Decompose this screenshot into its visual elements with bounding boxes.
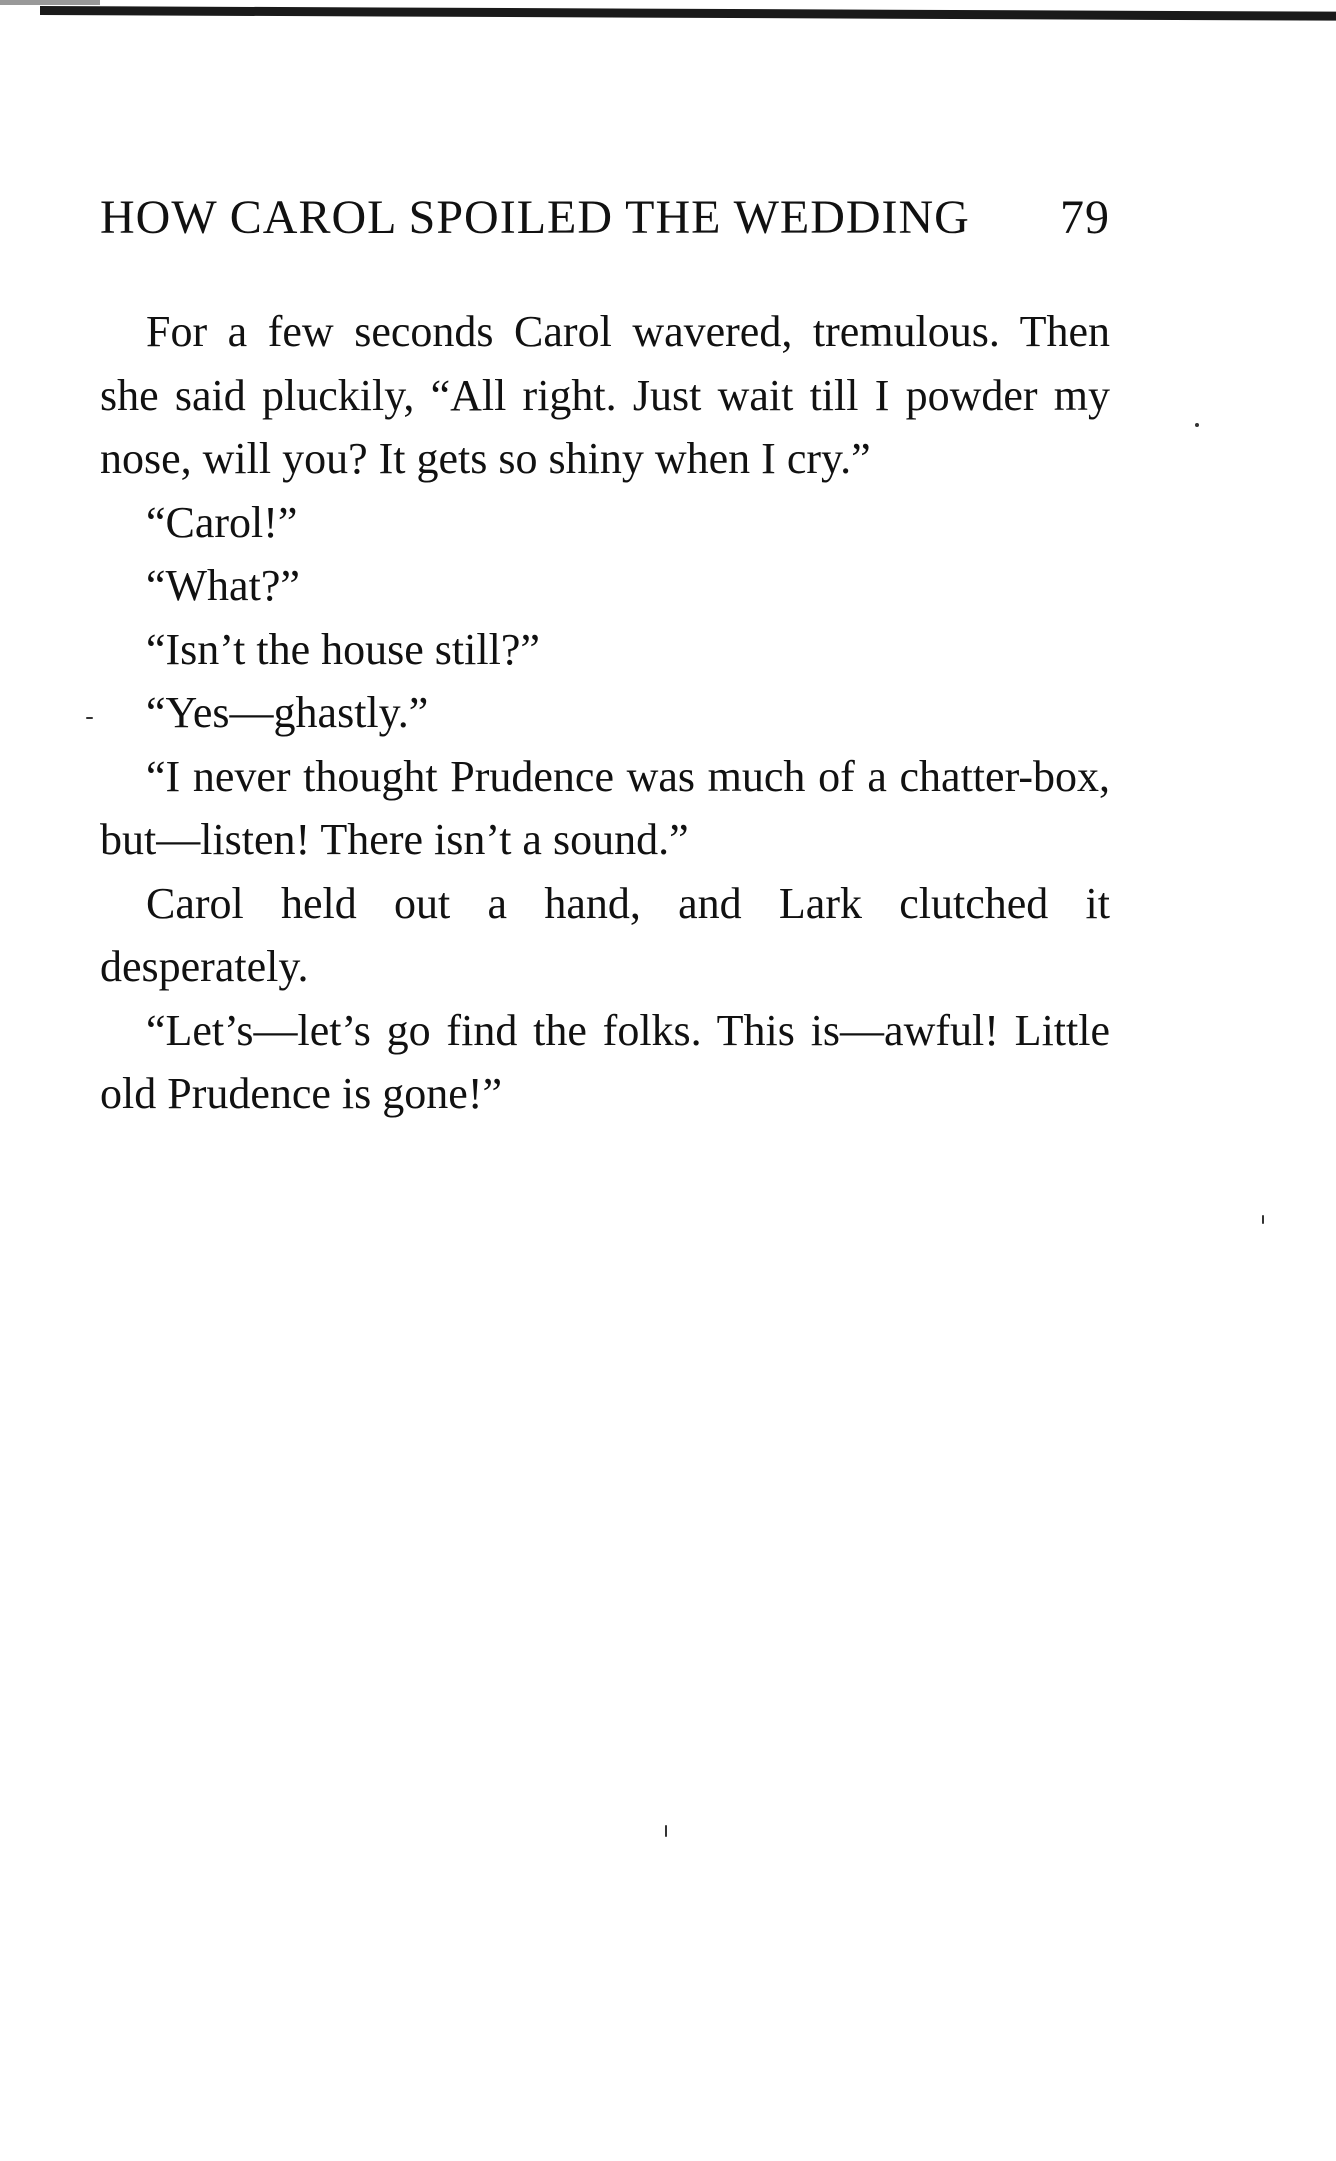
scan-speck	[1262, 1215, 1264, 1224]
scan-speck	[665, 1825, 667, 1837]
paragraph: “Isn’t the house still?”	[146, 624, 540, 674]
paragraph: For a few seconds Carol wavered, tremulous. Then she said pluckily, “All right. Just wait till I powder my nose, will you? It gets so shiny when I cry.”	[100, 307, 1110, 483]
paragraph: “Yes—ghastly.”	[146, 688, 429, 737]
paragraph: Carol held out a hand, and Lark clutched it desperately.	[100, 878, 1110, 991]
paragraph: “What?”	[146, 561, 300, 610]
scan-speck	[1195, 423, 1199, 427]
page-number: 79	[1060, 191, 1110, 244]
running-head-title: HOW CAROL SPOILED THE WEDDING	[100, 191, 970, 244]
paragraph: “I never thought Prudence was much of a chatter-box, but—listen! There isn’t a sound.”	[100, 751, 1110, 864]
body-text	[100, 300, 1110, 1126]
paragraph: “Carol!”	[146, 497, 298, 547]
corner-smudge	[0, 0, 100, 5]
paragraph: “Let’s—let’s go find the folks. This is—awful! Little old Prudence is gone!”	[100, 1005, 1110, 1118]
scan-speck	[86, 717, 93, 719]
running-head	[100, 190, 1110, 250]
top-border-rule	[40, 6, 1336, 21]
